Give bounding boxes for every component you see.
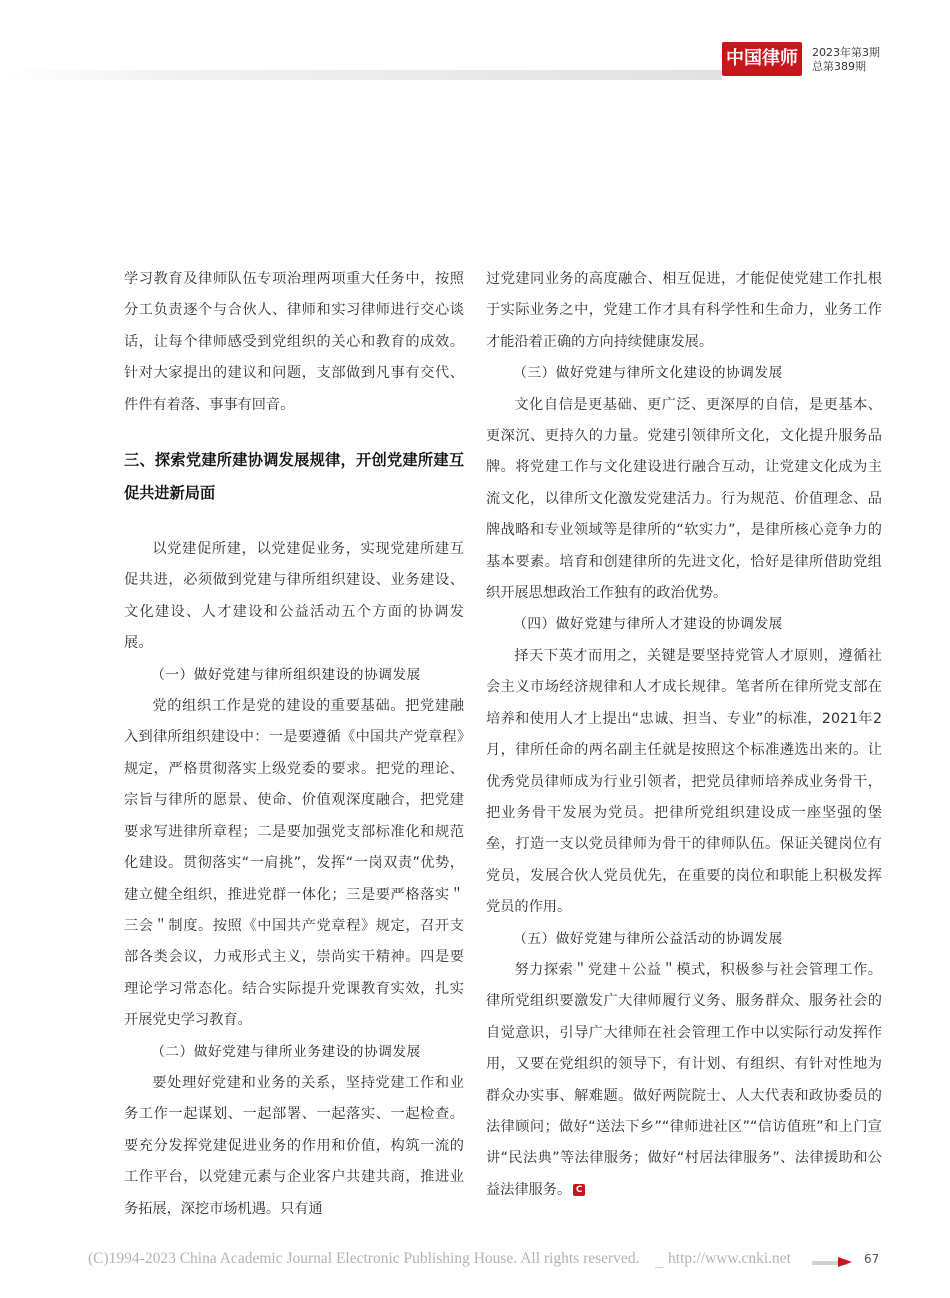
copyright-notice: (C)1994-2023 China Academic Journal Electronic Publishing House. All rights reserved. (88, 1250, 640, 1267)
journal-logo: 中国律师 (722, 42, 802, 76)
subheading-public-welfare: （五）做好党建与律所公益活动的协调发展 (513, 930, 783, 947)
paragraph-organization: 党的组织工作是党的建设的重要基础。把党建融入到律所组织建设中：一是要遵循《中国共产党章程》规定，严格贯彻落实上级党委的要求。把党的理论、宗旨与律所的愿景、使命、价值观深度融合，把党建要求写进律所章程；二是要加强党支部标准化和规范化建设。贯彻落实“一肩挑”，发挥“一岗双责”优势，建立健全组织，推进党群一体化；三是要严格落实＂三会＂制度。按照《中国共产党章程》规定，召开支部各类会议，力戒形式主义，崇尚实干精神。四是要理论学习常态化。结合实际提升党课教育实效，扎实开展党史学习教育。 (124, 698, 464, 1029)
paragraph-talent: 择天下英才而用之，关键是要坚持党管人才原则，遵循社会主义市场经济规律和人才成长规律。笔者所在律所党支部在培养和使用人才上提出“忠诚、担当、专业”的标准，2021年2月，律所任命的两名副主任就是按照这个标准遴选出来的。让优秀党员律师成为行业引领者，把党员律师培养成业务骨干，把业务骨干发展为党员。把律所党组织建设成一座坚强的堡垒，打造一支以党员律师为骨干的律师队伍。保证关键岗位有党员，发展合伙人党员优先，在重要的岗位和职能上积极发挥党员的作用。 (486, 647, 882, 916)
section-title: 三、探索党建所建协调发展规律，开创党建所建互促共进新局面 (124, 451, 464, 503)
subheading-business: （二）做好党建与律所业务建设的协调发展 (151, 1043, 421, 1060)
footer-divider (655, 1267, 663, 1268)
header-gradient-bar (0, 70, 722, 80)
subheading-culture: （三）做好党建与律所文化建设的协调发展 (513, 365, 783, 382)
paragraph-continued-right: 过党建同业务的高度融合、相互促进，才能促使党建工作扎根于实际业务之中，党建工作才具有科学性和生命力，业务工作才能沿着正确的方向持续健康发展。 (486, 271, 882, 350)
paragraph-public-welfare-text: 努力探索＂党建＋公益＂模式，积极参与社会管理工作。律所党组织要激发广大律师履行义务、服务群众、服务社会的自觉意识，引导广大律师在社会管理工作中以实际行动发挥作用，又要在党组织的领导下，有计划、有组织、有针对性地为群众办实事、解难题。做好两院院士、人大代表和政协委员的法律顾问；做好“送法下乡”“律师进社区”“信访值班”和上门宣讲“民法典”等法律服务；做好“村居法律服务”、法律援助和公益法律服务。 (486, 961, 882, 1198)
paragraph-intro: 以党建促所建，以党建促业务，实现党建所建互促共进，必须做到党建与律所组织建设、业务建设、文化建设、人才建设和公益活动五个方面的协调发展。 (124, 541, 464, 652)
paragraph-public-welfare (486, 955, 882, 1206)
subheading-organization: （一）做好党建与律所组织建设的协调发展 (151, 666, 421, 683)
paragraph-continued: 学习教育及律师队伍专项治理两项重大任务中，按照分工负责逐个与合伙人、律师和实习律师进行交心谈话，让每个律师感受到党组织的关心和教育的成效。针对大家提出的建议和问题，支部做到凡事有交代、件件有着落、事事有回音。 (124, 271, 464, 413)
issue-info (812, 46, 942, 74)
issue-number: 2023年第3期 (812, 46, 880, 59)
right-column (486, 264, 882, 1206)
article-end-icon: C (573, 1184, 585, 1196)
page-number: 67 (864, 1252, 880, 1266)
paragraph-culture: 文化自信是更基础、更广泛、更深厚的自信，是更基本、更深沉、更持久的力量。党建引领律所文化，文化提升服务品牌。将党建工作与文化建设进行融合互动，让党建文化成为主流文化，以律所文化激发党建活力。行为规范、价值理念、品牌战略和专业领域等是律所的“软实力”，是律所核心竞争力的基本要素。培育和创建律所的先进文化，恰好是律所借助党组织开展思想政治工作独有的政治优势。 (486, 396, 882, 602)
subheading-talent: （四）做好党建与律所人才建设的协调发展 (513, 616, 783, 633)
paragraph-business: 要处理好党建和业务的关系，坚持党建工作和业务工作一起谋划、一起部署、一起落实、一起检查。要充分发挥党建促进业务的作用和价值，构筑一流的工作平台，以党建元素与企业客户共建共商，推进业务拓展，深挖市场机遇。只有通 (124, 1074, 464, 1217)
page-arrow-icon (838, 1257, 852, 1267)
issue-total: 总第389期 (812, 60, 866, 73)
left-column (124, 264, 464, 1225)
cnki-url: http://www.cnki.net (668, 1250, 791, 1267)
